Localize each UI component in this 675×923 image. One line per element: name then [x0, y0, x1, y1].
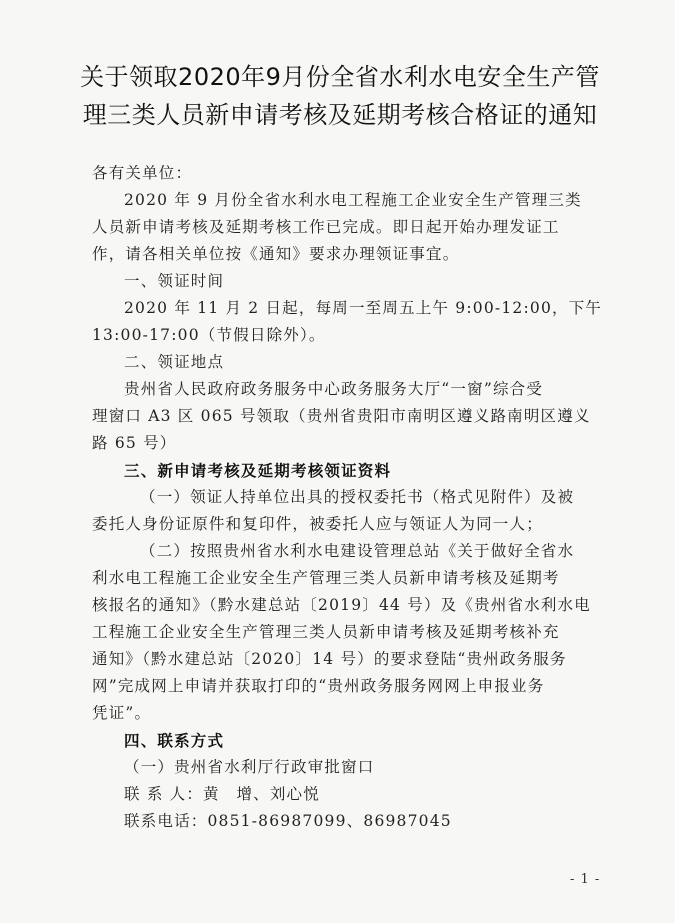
section-3-item-2-line: 利水电工程施工企业安全生产管理三类人员新申请考核及延期考 [92, 569, 560, 587]
section-4-heading: 四、联系方式 [124, 731, 225, 750]
section-1-line: 13:00-17:00（节假日除外）。 [92, 326, 326, 344]
section-2-heading: 二、领证地点 [124, 353, 225, 371]
section-3-heading: 三、新申请考核及延期考核领证资料 [124, 461, 392, 480]
section-3-item-1-line: 委托人身份证原件和复印件，被委托人应与领证人为同一人； [92, 515, 543, 533]
section-3-item-2-line: 网”完成网上申请并获取打印的“贵州政务服务网网上申报业务 [92, 677, 545, 695]
contact-person: 联 系 人：黄 增、刘心悦 [124, 785, 320, 803]
section-4-sub-1: （一）贵州省水利厅行政审批窗口 [124, 758, 375, 776]
section-3-item-1-line: （一）领证人持单位出具的授权委托书（格式见附件）及被 [140, 488, 575, 506]
section-1-line: 2020 年 11 月 2 日起，每周一至周五上午 9:00-12:00，下午 [124, 299, 603, 317]
document-body [92, 160, 612, 835]
document-title [60, 58, 620, 134]
section-2-line: 理窗口 A3 区 065 号领取（贵州省贵阳市南明区遵义路南明区遵义 [92, 407, 591, 425]
section-3-item-2-line: 凭证”。 [92, 704, 152, 722]
contact-phone: 联系电话：0851-86987099、86987045 [124, 812, 452, 830]
section-2-line: 路 65 号） [92, 434, 177, 452]
section-3-item-2-line: 核报名的通知》（黔水建总站〔2019〕44 号）及《贵州省水利水电 [92, 596, 591, 614]
intro-line: 作，请各相关单位按《通知》要求办理领证事宜。 [92, 245, 460, 263]
section-3-item-2-line: 通知》（黔水建总站〔2020〕14 号）的要求登陆“贵州政务服务 [92, 650, 567, 668]
section-3-item-2-line: （二）按照贵州省水利水电建设管理总站《关于做好全省水 [140, 542, 575, 560]
salutation: 各有关单位： [92, 164, 193, 182]
intro-line: 人员新申请考核及延期考核工作已完成。即日起开始办理发证工 [92, 218, 560, 236]
section-2-line: 贵州省人民政府政务服务中心政务服务大厅“一窗”综合受 [124, 380, 544, 398]
page-number: - 1 - [570, 872, 601, 887]
title-line-1: 关于领取2020年9月份全省水利水电安全生产管 [80, 63, 600, 91]
section-1-heading: 一、领证时间 [124, 272, 225, 290]
intro-line: 2020 年 9 月份全省水利水电工程施工企业安全生产管理三类 [124, 191, 582, 209]
section-3-item-2-line: 工程施工企业安全生产管理三类人员新申请考核及延期考核补充 [92, 623, 560, 641]
title-line-2: 理三类人员新申请考核及延期考核合格证的通知 [82, 101, 598, 129]
